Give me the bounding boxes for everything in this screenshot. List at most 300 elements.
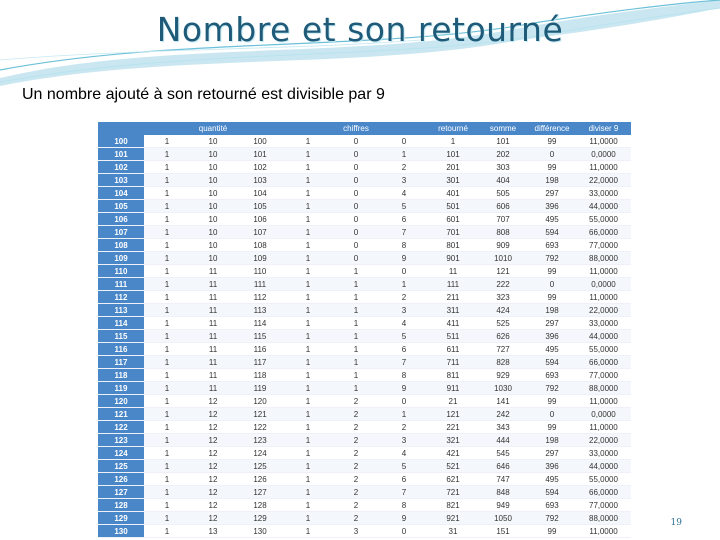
table-cell: 123 <box>236 434 284 447</box>
table-cell: 1 <box>144 226 190 239</box>
table-row <box>98 148 631 161</box>
table-cell: 0 <box>332 239 380 252</box>
table-row <box>98 499 631 512</box>
table-cell: 222 <box>478 278 528 291</box>
row-number-cell: 127 <box>98 486 144 499</box>
table-cell: 1010 <box>478 252 528 265</box>
table-cell: 501 <box>428 200 478 213</box>
table-cell: 721 <box>428 486 478 499</box>
table-cell: 102 <box>236 161 284 174</box>
table-cell: 4 <box>380 187 428 200</box>
table-cell: 693 <box>528 499 576 512</box>
table-cell: 128 <box>236 499 284 512</box>
table-cell: 1 <box>332 343 380 356</box>
table-cell: 108 <box>236 239 284 252</box>
table-cell: 111 <box>236 278 284 291</box>
table-row <box>98 161 631 174</box>
table-cell: 626 <box>478 330 528 343</box>
table-cell: 1 <box>380 148 428 161</box>
table-cell: 0 <box>332 135 380 148</box>
table-cell: 301 <box>428 174 478 187</box>
column-header <box>236 122 284 135</box>
page-number: 19 <box>670 518 682 528</box>
table-cell: 100 <box>236 135 284 148</box>
table-cell: 424 <box>478 304 528 317</box>
table-cell: 66,0000 <box>576 226 631 239</box>
table-cell: 1 <box>332 278 380 291</box>
table-cell: 848 <box>478 486 528 499</box>
table-cell: 594 <box>528 356 576 369</box>
table-cell: 1 <box>144 356 190 369</box>
table-cell: 2 <box>332 473 380 486</box>
table-cell: 297 <box>528 447 576 460</box>
table-cell: 693 <box>528 369 576 382</box>
table-cell: 103 <box>236 174 284 187</box>
table-cell: 8 <box>380 369 428 382</box>
table-cell: 1 <box>144 317 190 330</box>
table-row <box>98 278 631 291</box>
table-cell: 109 <box>236 252 284 265</box>
table-row <box>98 213 631 226</box>
table-cell: 77,0000 <box>576 369 631 382</box>
table-cell: 12 <box>190 499 236 512</box>
column-header: chiffres <box>332 122 380 135</box>
table-cell: 12 <box>190 512 236 525</box>
table-cell: 343 <box>478 421 528 434</box>
table-cell: 21 <box>428 395 478 408</box>
table-cell: 0 <box>380 135 428 148</box>
table-cell: 297 <box>528 317 576 330</box>
table-cell: 118 <box>236 369 284 382</box>
table-row <box>98 226 631 239</box>
table-cell: 1 <box>284 512 332 525</box>
table-cell: 0 <box>332 187 380 200</box>
table-cell: 1 <box>284 174 332 187</box>
table-cell: 1 <box>284 200 332 213</box>
table-cell: 1 <box>144 473 190 486</box>
table-cell: 119 <box>236 382 284 395</box>
table-cell: 101 <box>236 148 284 161</box>
table-cell: 1 <box>284 252 332 265</box>
table-cell: 44,0000 <box>576 330 631 343</box>
table-cell: 0 <box>528 148 576 161</box>
table-cell: 1 <box>284 499 332 512</box>
table-cell: 1 <box>284 382 332 395</box>
table-cell: 404 <box>478 174 528 187</box>
table-cell: 120 <box>236 395 284 408</box>
table-row <box>98 265 631 278</box>
table-cell: 311 <box>428 304 478 317</box>
table-cell: 1 <box>284 330 332 343</box>
table-cell: 3 <box>332 525 380 538</box>
table-cell: 1 <box>144 434 190 447</box>
table-cell: 1 <box>284 486 332 499</box>
table-cell: 114 <box>236 317 284 330</box>
table-cell: 901 <box>428 252 478 265</box>
table-cell: 99 <box>528 265 576 278</box>
table-cell: 1 <box>144 369 190 382</box>
table-cell: 929 <box>478 369 528 382</box>
table-cell: 1 <box>144 486 190 499</box>
table-cell: 99 <box>528 291 576 304</box>
table-cell: 33,0000 <box>576 317 631 330</box>
row-number-cell: 106 <box>98 213 144 226</box>
table-cell: 77,0000 <box>576 499 631 512</box>
table-cell: 303 <box>478 161 528 174</box>
table-cell: 122 <box>236 421 284 434</box>
column-header: différence <box>528 122 576 135</box>
table-row <box>98 395 631 408</box>
table-cell: 22,0000 <box>576 304 631 317</box>
table-row <box>98 408 631 421</box>
row-number-cell: 119 <box>98 382 144 395</box>
table-cell: 1 <box>284 265 332 278</box>
table-cell: 3 <box>380 434 428 447</box>
table-cell: 1 <box>284 473 332 486</box>
table-cell: 1 <box>144 135 190 148</box>
table-cell: 11 <box>190 369 236 382</box>
table-cell: 1 <box>144 148 190 161</box>
table-cell: 1 <box>144 421 190 434</box>
table-cell: 12 <box>190 408 236 421</box>
table-cell: 101 <box>478 135 528 148</box>
table-cell: 10 <box>190 239 236 252</box>
table-cell: 606 <box>478 200 528 213</box>
table-cell: 1 <box>284 148 332 161</box>
table-cell: 104 <box>236 187 284 200</box>
table-cell: 1 <box>284 317 332 330</box>
table-cell: 12 <box>190 447 236 460</box>
table-row <box>98 239 631 252</box>
table-cell: 1 <box>144 304 190 317</box>
table-cell: 121 <box>478 265 528 278</box>
table-cell: 1 <box>284 187 332 200</box>
table-cell: 545 <box>478 447 528 460</box>
row-number-cell: 101 <box>98 148 144 161</box>
table-cell: 1 <box>284 239 332 252</box>
table-cell: 6 <box>380 473 428 486</box>
table-cell: 0 <box>332 213 380 226</box>
table-cell: 1 <box>284 408 332 421</box>
row-number-cell: 126 <box>98 473 144 486</box>
table-cell: 11,0000 <box>576 395 631 408</box>
table-cell: 110 <box>236 265 284 278</box>
table-cell: 7 <box>380 356 428 369</box>
table-cell: 1 <box>284 213 332 226</box>
table-cell: 55,0000 <box>576 213 631 226</box>
table-cell: 5 <box>380 200 428 213</box>
table-cell: 396 <box>528 200 576 213</box>
table-cell: 0 <box>528 408 576 421</box>
table-cell: 821 <box>428 499 478 512</box>
table-cell: 1 <box>332 265 380 278</box>
table-cell: 44,0000 <box>576 460 631 473</box>
table-cell: 0 <box>332 252 380 265</box>
table-cell: 7 <box>380 486 428 499</box>
table-cell: 112 <box>236 291 284 304</box>
table-cell: 10 <box>190 226 236 239</box>
table-cell: 0 <box>380 525 428 538</box>
table-cell: 1 <box>144 291 190 304</box>
table-cell: 44,0000 <box>576 200 631 213</box>
table-cell: 1 <box>284 161 332 174</box>
table-cell: 221 <box>428 421 478 434</box>
table-cell: 1 <box>284 369 332 382</box>
column-header <box>284 122 332 135</box>
table-cell: 99 <box>528 395 576 408</box>
table-row <box>98 174 631 187</box>
column-header: somme <box>478 122 528 135</box>
table-cell: 6 <box>380 343 428 356</box>
table-cell: 0 <box>332 161 380 174</box>
table-cell: 1 <box>284 291 332 304</box>
table-cell: 117 <box>236 356 284 369</box>
number-reverse-table <box>98 122 631 538</box>
table-cell: 1 <box>144 200 190 213</box>
table-cell: 0,0000 <box>576 408 631 421</box>
table-cell: 1 <box>332 291 380 304</box>
table-cell: 3 <box>380 304 428 317</box>
table-cell: 0 <box>528 278 576 291</box>
table-row <box>98 343 631 356</box>
table-cell: 105 <box>236 200 284 213</box>
table-cell: 11 <box>190 330 236 343</box>
row-number-cell: 113 <box>98 304 144 317</box>
table-cell: 11,0000 <box>576 291 631 304</box>
table-cell: 66,0000 <box>576 486 631 499</box>
table-cell: 2 <box>380 421 428 434</box>
table-cell: 4 <box>380 317 428 330</box>
table-cell: 594 <box>528 226 576 239</box>
table-row <box>98 486 631 499</box>
table-cell: 11 <box>190 317 236 330</box>
table-cell: 12 <box>190 395 236 408</box>
table-cell: 99 <box>528 525 576 538</box>
table-cell: 11 <box>190 291 236 304</box>
table-cell: 11,0000 <box>576 265 631 278</box>
table-cell: 0,0000 <box>576 278 631 291</box>
table-cell: 1 <box>284 304 332 317</box>
table-cell: 1 <box>144 499 190 512</box>
row-number-cell: 107 <box>98 226 144 239</box>
table-cell: 1 <box>144 187 190 200</box>
table-cell: 0 <box>332 200 380 213</box>
table-cell: 242 <box>478 408 528 421</box>
table-cell: 1 <box>144 265 190 278</box>
table-cell: 1 <box>284 278 332 291</box>
table-row <box>98 330 631 343</box>
table-cell: 13 <box>190 525 236 538</box>
table-cell: 1 <box>332 369 380 382</box>
table-cell: 321 <box>428 434 478 447</box>
table-cell: 11 <box>190 278 236 291</box>
table-cell: 11,0000 <box>576 135 631 148</box>
table-cell: 0 <box>380 395 428 408</box>
table-cell: 792 <box>528 252 576 265</box>
table-cell: 1 <box>144 252 190 265</box>
table-cell: 1 <box>144 213 190 226</box>
row-number-cell: 110 <box>98 265 144 278</box>
table-cell: 921 <box>428 512 478 525</box>
row-number-cell: 128 <box>98 499 144 512</box>
row-number-cell: 130 <box>98 525 144 538</box>
table-cell: 2 <box>332 395 380 408</box>
table-cell: 6 <box>380 213 428 226</box>
row-number-cell: 123 <box>98 434 144 447</box>
table-cell: 1 <box>144 460 190 473</box>
table-cell: 33,0000 <box>576 447 631 460</box>
table-cell: 55,0000 <box>576 473 631 486</box>
table-cell: 2 <box>332 499 380 512</box>
slide-title: Nombre et son retourné <box>156 10 564 49</box>
table-cell: 1 <box>284 356 332 369</box>
row-number-cell: 122 <box>98 421 144 434</box>
table-cell: 828 <box>478 356 528 369</box>
row-number-cell: 115 <box>98 330 144 343</box>
table-row <box>98 382 631 395</box>
row-number-cell: 124 <box>98 447 144 460</box>
table-cell: 9 <box>380 512 428 525</box>
table-cell: 1 <box>332 382 380 395</box>
table-row <box>98 512 631 525</box>
table-cell: 297 <box>528 187 576 200</box>
table-cell: 198 <box>528 304 576 317</box>
table-cell: 1 <box>144 239 190 252</box>
table-cell: 77,0000 <box>576 239 631 252</box>
table-cell: 1 <box>332 317 380 330</box>
table-cell: 198 <box>528 434 576 447</box>
table-cell: 411 <box>428 317 478 330</box>
table-cell: 22,0000 <box>576 174 631 187</box>
table-cell: 421 <box>428 447 478 460</box>
table-cell: 495 <box>528 213 576 226</box>
table-cell: 1 <box>284 226 332 239</box>
row-number-cell: 109 <box>98 252 144 265</box>
table-row <box>98 369 631 382</box>
table-cell: 126 <box>236 473 284 486</box>
table-cell: 646 <box>478 460 528 473</box>
table-cell: 611 <box>428 343 478 356</box>
table-cell: 116 <box>236 343 284 356</box>
table-cell: 125 <box>236 460 284 473</box>
table-header-row <box>98 122 631 135</box>
table-cell: 111 <box>428 278 478 291</box>
table-cell: 5 <box>380 330 428 343</box>
table-cell: 1 <box>428 135 478 148</box>
table-cell: 11 <box>190 265 236 278</box>
table-cell: 707 <box>478 213 528 226</box>
table-cell: 2 <box>380 291 428 304</box>
row-number-cell: 116 <box>98 343 144 356</box>
table-row <box>98 187 631 200</box>
row-number-cell: 105 <box>98 200 144 213</box>
table-cell: 949 <box>478 499 528 512</box>
row-number-cell: 114 <box>98 317 144 330</box>
table-cell: 701 <box>428 226 478 239</box>
table-cell: 1 <box>284 460 332 473</box>
column-header: retourné <box>428 122 478 135</box>
table-cell: 201 <box>428 161 478 174</box>
table-cell: 1 <box>284 434 332 447</box>
table-cell: 601 <box>428 213 478 226</box>
table-cell: 521 <box>428 460 478 473</box>
table-cell: 1 <box>284 395 332 408</box>
table-cell: 1 <box>144 161 190 174</box>
table-cell: 88,0000 <box>576 252 631 265</box>
table-cell: 505 <box>478 187 528 200</box>
table-cell: 747 <box>478 473 528 486</box>
table-cell: 2 <box>332 421 380 434</box>
table-cell: 808 <box>478 226 528 239</box>
table-cell: 12 <box>190 434 236 447</box>
table-cell: 202 <box>478 148 528 161</box>
table-cell: 1 <box>332 330 380 343</box>
table-cell: 11,0000 <box>576 421 631 434</box>
table-row <box>98 200 631 213</box>
table-cell: 0,0000 <box>576 148 631 161</box>
table-cell: 99 <box>528 135 576 148</box>
table-cell: 9 <box>380 382 428 395</box>
table-row <box>98 252 631 265</box>
table-cell: 1 <box>144 525 190 538</box>
table-cell: 2 <box>380 161 428 174</box>
table-cell: 5 <box>380 460 428 473</box>
table-cell: 66,0000 <box>576 356 631 369</box>
row-number-cell: 108 <box>98 239 144 252</box>
data-table-container <box>98 122 631 536</box>
row-number-cell: 117 <box>98 356 144 369</box>
table-cell: 1 <box>284 135 332 148</box>
table-cell: 129 <box>236 512 284 525</box>
row-number-cell: 125 <box>98 460 144 473</box>
table-cell: 115 <box>236 330 284 343</box>
table-row <box>98 447 631 460</box>
row-number-cell: 129 <box>98 512 144 525</box>
column-header: diviser 9 <box>576 122 631 135</box>
table-cell: 0 <box>332 148 380 161</box>
table-cell: 1 <box>144 382 190 395</box>
table-cell: 12 <box>190 460 236 473</box>
table-row <box>98 304 631 317</box>
row-number-cell: 120 <box>98 395 144 408</box>
table-cell: 141 <box>478 395 528 408</box>
table-cell: 396 <box>528 330 576 343</box>
table-cell: 99 <box>528 161 576 174</box>
table-cell: 1 <box>144 447 190 460</box>
row-number-cell: 102 <box>98 161 144 174</box>
table-cell: 8 <box>380 239 428 252</box>
table-row <box>98 356 631 369</box>
row-number-cell: 100 <box>98 135 144 148</box>
row-number-cell: 103 <box>98 174 144 187</box>
table-cell: 10 <box>190 200 236 213</box>
column-header <box>98 122 144 135</box>
table-cell: 11 <box>190 356 236 369</box>
table-cell: 11,0000 <box>576 525 631 538</box>
table-cell: 1050 <box>478 512 528 525</box>
table-cell: 10 <box>190 161 236 174</box>
table-cell: 12 <box>190 486 236 499</box>
table-cell: 106 <box>236 213 284 226</box>
table-cell: 323 <box>478 291 528 304</box>
table-cell: 495 <box>528 473 576 486</box>
table-cell: 2 <box>332 434 380 447</box>
table-cell: 1030 <box>478 382 528 395</box>
table-cell: 4 <box>380 447 428 460</box>
table-cell: 11 <box>190 304 236 317</box>
table-cell: 401 <box>428 187 478 200</box>
table-cell: 1 <box>284 447 332 460</box>
